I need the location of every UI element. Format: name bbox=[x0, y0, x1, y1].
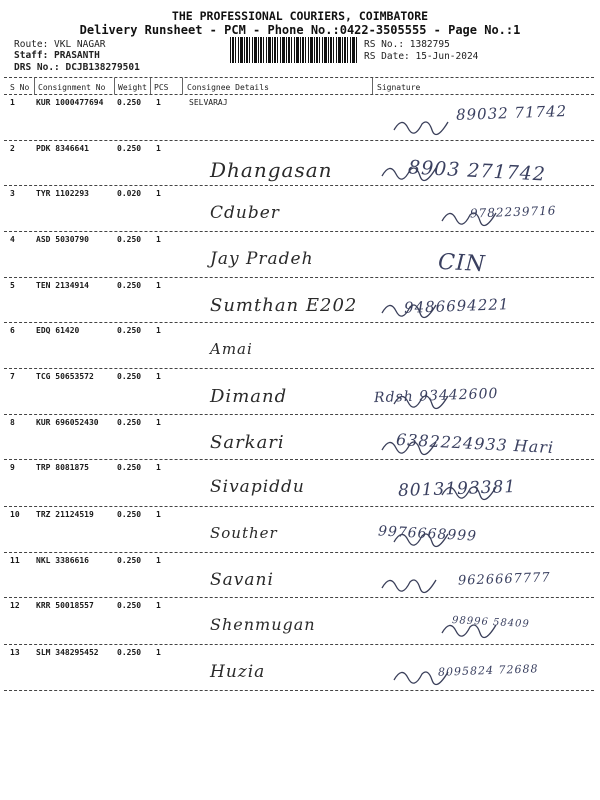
row-consignment-no: KRR 50018557 bbox=[36, 601, 94, 610]
row-handwritten-name: Sivapiddu bbox=[210, 477, 305, 497]
signature-scribble bbox=[380, 432, 440, 458]
row-consignment-no: KUR 696052430 bbox=[36, 418, 99, 427]
signature-scribble bbox=[380, 570, 440, 596]
row-handwritten-name: Dhangasan bbox=[210, 158, 333, 182]
row-consignment-no: TEN 2134914 bbox=[36, 281, 89, 290]
row-handwritten-name: Dimand bbox=[210, 386, 288, 407]
row-signature: 89032 71742 bbox=[455, 102, 568, 124]
row-handwritten-name: Huzia bbox=[210, 662, 266, 682]
row-sno: 2 bbox=[10, 144, 15, 153]
runsheet-subtitle: Delivery Runsheet - PCM - Phone No.:0422-3505555 - Page No.:1 bbox=[79, 23, 521, 37]
row-divider bbox=[4, 277, 594, 278]
row-signature: 98996 58409 bbox=[451, 614, 531, 631]
row-divider bbox=[4, 644, 594, 645]
row-consignment-no: TRP 8081875 bbox=[36, 463, 89, 472]
row-consignment-no: EDQ 61420 bbox=[36, 326, 80, 335]
row-sno: 5 bbox=[10, 281, 15, 290]
rs-number: RS No.: 1382795 bbox=[364, 39, 450, 50]
row-weight: 0.250 bbox=[117, 510, 142, 519]
drs-number: DRS No.: DCJB138279501 bbox=[14, 62, 140, 73]
row-sno: 9 bbox=[10, 463, 15, 472]
route-label: Route: VKL NAGAR bbox=[14, 39, 106, 50]
row-divider bbox=[4, 231, 594, 232]
row-signature: 9626667777 bbox=[457, 570, 551, 589]
signature-scribble bbox=[392, 112, 452, 138]
signature-scribble bbox=[392, 386, 452, 412]
col-header-signature: Signature bbox=[377, 83, 421, 92]
header-top-rule bbox=[4, 77, 594, 78]
row-handwritten-name: Sumthan E202 bbox=[210, 295, 358, 316]
company-title: THE PROFESSIONAL COURIERS, COIMBATORE bbox=[171, 9, 429, 23]
signature-scribble bbox=[380, 295, 440, 321]
row-pcs: 1 bbox=[156, 281, 161, 290]
row-weight: 0.250 bbox=[117, 601, 142, 610]
row-divider bbox=[4, 140, 594, 141]
barcode bbox=[230, 37, 357, 63]
row-pcs: 1 bbox=[156, 510, 161, 519]
row-consignment-no: NKL 3386616 bbox=[36, 556, 89, 565]
col-divider bbox=[34, 78, 35, 94]
row-handwritten-name: Sarkari bbox=[210, 432, 285, 453]
row-weight: 0.250 bbox=[117, 235, 142, 244]
row-consignment-no: ASD 5030790 bbox=[36, 235, 89, 244]
col-header-consignee: Consignee Details bbox=[187, 83, 269, 92]
staff-label: Staff: PRASANTH bbox=[14, 50, 100, 61]
row-pcs: 1 bbox=[156, 463, 161, 472]
signature-scribble bbox=[380, 158, 440, 184]
col-header-pcs: PCS bbox=[154, 83, 169, 92]
row-handwritten-name: Cduber bbox=[210, 203, 280, 223]
row-weight: 0.250 bbox=[117, 648, 142, 657]
row-handwritten-name: Shenmugan bbox=[210, 615, 316, 634]
row-consignment-no: SLM 348295452 bbox=[36, 648, 99, 657]
row-divider bbox=[4, 368, 594, 369]
row-divider bbox=[4, 322, 594, 323]
row-consignment-no: PDK 8346641 bbox=[36, 144, 89, 153]
row-divider bbox=[4, 597, 594, 598]
row-divider bbox=[4, 414, 594, 415]
row-signature: 6382224933 Hari bbox=[395, 429, 555, 458]
row-pcs: 1 bbox=[156, 556, 161, 565]
col-divider bbox=[114, 78, 115, 94]
row-signature: 9486694221 bbox=[403, 295, 510, 317]
row-weight: 0.250 bbox=[117, 463, 142, 472]
row-weight: 0.250 bbox=[117, 144, 142, 153]
signature-scribble bbox=[392, 662, 452, 688]
row-consignment-no: TYR 1102293 bbox=[36, 189, 89, 198]
row-signature: 8095824 72688 bbox=[437, 662, 539, 679]
row-sno: 13 bbox=[10, 648, 20, 657]
row-divider bbox=[4, 459, 594, 460]
row-signature: 8903 271742 bbox=[407, 156, 547, 186]
row-weight: 0.250 bbox=[117, 326, 142, 335]
col-divider bbox=[150, 78, 151, 94]
row-pcs: 1 bbox=[156, 372, 161, 381]
row-weight: 0.250 bbox=[117, 556, 142, 565]
row-pcs: 1 bbox=[156, 98, 161, 107]
row-signature: 8013193381 bbox=[397, 476, 517, 502]
row-weight: 0.250 bbox=[117, 281, 142, 290]
row-consignment-no: TCG 50653572 bbox=[36, 372, 94, 381]
row-sno: 7 bbox=[10, 372, 15, 381]
row-consignment-no: TRZ 21124519 bbox=[36, 510, 94, 519]
col-divider bbox=[372, 78, 373, 94]
signature-scribble bbox=[440, 477, 500, 503]
col-divider bbox=[182, 78, 183, 94]
row-handwritten-name: Jay Pradeh bbox=[210, 249, 314, 269]
row-signature: 9976668999 bbox=[377, 523, 478, 545]
row-signature: CIN bbox=[437, 249, 487, 278]
row-pcs: 1 bbox=[156, 235, 161, 244]
row-sno: 6 bbox=[10, 326, 15, 335]
col-header-consignment: Consignment No bbox=[38, 83, 106, 92]
row-sno: 4 bbox=[10, 235, 15, 244]
signature-scribble bbox=[440, 615, 500, 641]
row-divider bbox=[4, 506, 594, 507]
row-weight: 0.250 bbox=[117, 418, 142, 427]
row-handwritten-name: Souther bbox=[210, 524, 278, 542]
row-consignment-no: KUR 1000477694 bbox=[36, 98, 104, 107]
row-sno: 3 bbox=[10, 189, 15, 198]
row-pcs: 1 bbox=[156, 326, 161, 335]
row-sno: 1 bbox=[10, 98, 15, 107]
row-weight: 0.020 bbox=[117, 189, 142, 198]
row-signature: 9782239716 bbox=[469, 203, 557, 221]
row-pcs: 1 bbox=[156, 144, 161, 153]
row-handwritten-name: Amai bbox=[210, 340, 253, 358]
row-handwritten-name: Savani bbox=[210, 570, 274, 590]
row-divider bbox=[4, 690, 594, 691]
row-pcs: 1 bbox=[156, 189, 161, 198]
row-weight: 0.250 bbox=[117, 372, 142, 381]
col-header-sno: S No bbox=[10, 83, 30, 92]
signature-scribble bbox=[440, 203, 500, 229]
row-sno: 8 bbox=[10, 418, 15, 427]
row-pcs: 1 bbox=[156, 601, 161, 610]
row-divider bbox=[4, 185, 594, 186]
signature-scribble bbox=[392, 524, 452, 550]
row-pcs: 1 bbox=[156, 648, 161, 657]
header-bottom-rule bbox=[4, 94, 594, 95]
row-weight: 0.250 bbox=[117, 98, 142, 107]
row-sno: 10 bbox=[10, 510, 20, 519]
row-pcs: 1 bbox=[156, 418, 161, 427]
col-header-weight: Weight bbox=[118, 83, 147, 92]
row-signature: Rdsh 93442600 bbox=[373, 385, 499, 407]
row-consignee: SELVARAJ bbox=[189, 98, 228, 107]
row-sno: 11 bbox=[10, 556, 20, 565]
row-divider bbox=[4, 552, 594, 553]
row-sno: 12 bbox=[10, 601, 20, 610]
rs-date: RS Date: 15-Jun-2024 bbox=[364, 51, 479, 62]
